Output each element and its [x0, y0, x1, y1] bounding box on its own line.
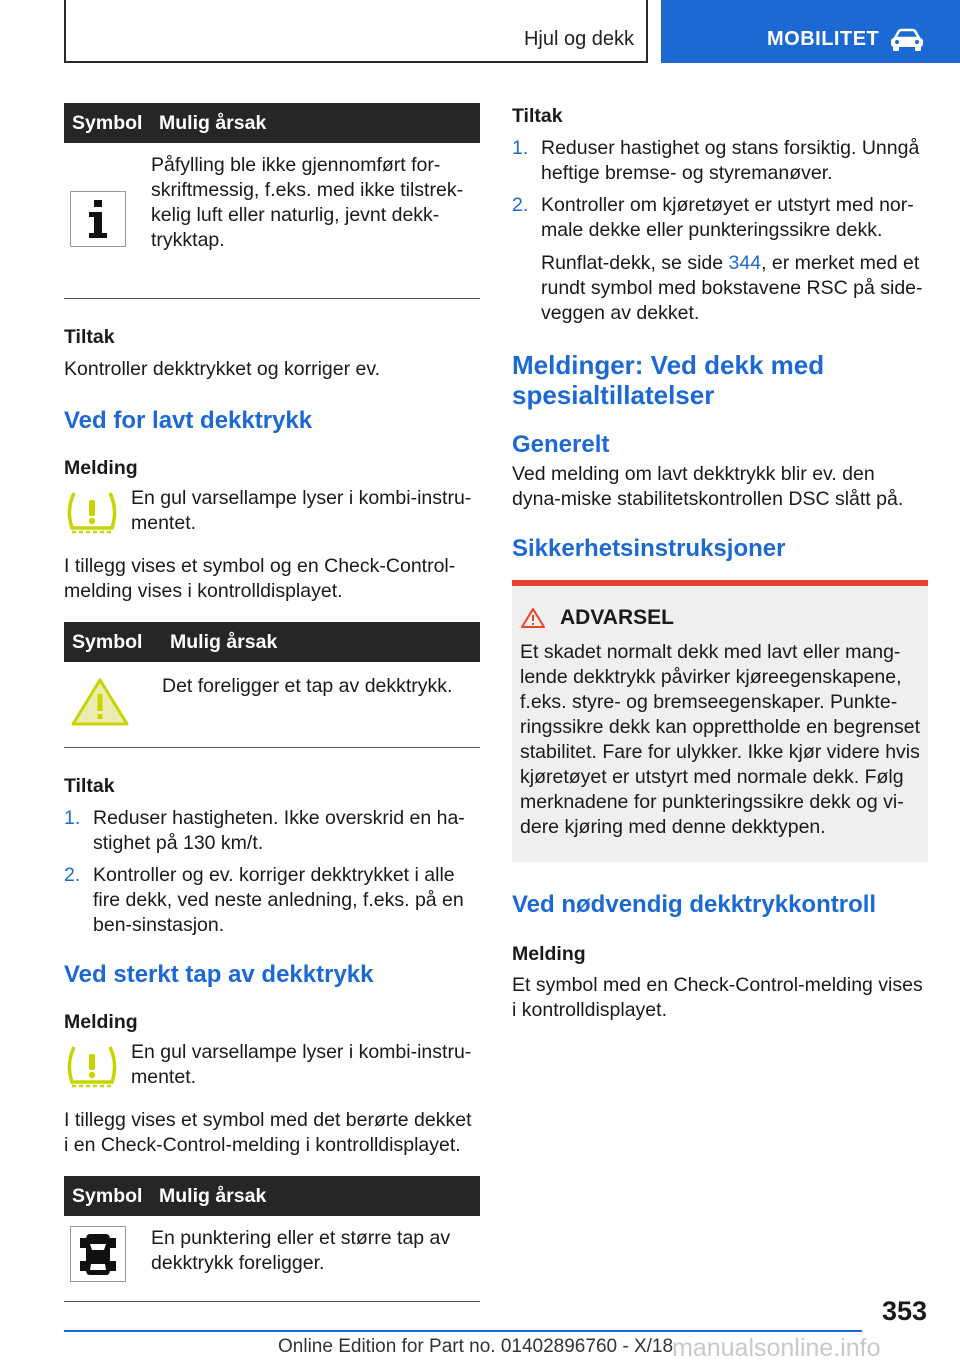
- steps-list: [64, 806, 480, 938]
- right-column: [512, 103, 928, 1023]
- subsection-general: Generelt: [512, 431, 610, 458]
- col-symbol: Symbol: [64, 103, 151, 143]
- tiltak-heading: Tiltak: [512, 105, 563, 127]
- melding-row: [64, 1040, 480, 1097]
- tire-pressure-warning-icon: [64, 1044, 120, 1092]
- col-cause: Mulig årsak: [162, 622, 480, 662]
- melding-text: En gul varsellampe lyser i kombi-instru-mentet.: [131, 487, 472, 534]
- col-symbol: Symbol: [64, 1176, 151, 1216]
- footer-rule: [64, 1330, 862, 1332]
- symbol-table-1: [64, 103, 480, 299]
- list-item: 2. Kontroller og ev. korriger dekktrykket i alle fire dekk, ved neste anledning, f.eks. på en ben-sinstasjon.: [64, 864, 464, 936]
- section-title-strong-loss: Ved sterkt tap av dekktrykk: [64, 961, 374, 988]
- check-text: Et symbol med en Check-Control-melding vises i kontrolldisplayet.: [512, 974, 923, 1021]
- warning-box: [512, 580, 928, 862]
- list-item: 2. Kontroller om kjøretøyet er utstyrt med nor-male dekke eller punkteringssikre dekk.: [512, 194, 914, 241]
- list-item: 1. Reduser hastighet og stans forsiktig. Unngå heftige bremse- og styremanøver.: [512, 137, 920, 184]
- melding-label: Melding: [512, 943, 586, 965]
- cause-text: Det foreligger et tap av dekktrykk.: [162, 662, 480, 748]
- car-icon: [889, 28, 925, 52]
- page-link[interactable]: 344: [728, 252, 762, 274]
- extra-text: I tillegg vises et symbol og en Check-Control-melding vises i kontrolldisplayet.: [64, 555, 456, 602]
- header-section-box: [64, 0, 648, 63]
- col-cause: Mulig årsak: [151, 1176, 480, 1216]
- general-text: Ved melding om lavt dekktrykk blir ev. den dyna-miske stabilitetskontrollen DSC slått på.: [512, 463, 904, 510]
- melding-row: [64, 486, 480, 543]
- symbol-table-2: [64, 622, 480, 748]
- warning-triangle-icon: [70, 676, 130, 728]
- tire-pressure-warning-icon: [64, 490, 120, 538]
- extra-text: I tillegg vises et symbol med det berørte dekket i en Check-Control-melding i kontrolldisplayet.: [64, 1109, 472, 1156]
- chapter-label: MOBILITET: [767, 28, 880, 50]
- col-symbol: Symbol: [64, 622, 162, 662]
- melding-label: Melding: [64, 1011, 138, 1033]
- symbol-table-3: [64, 1176, 480, 1302]
- cause-text: Påfylling ble ikke gjennomført for-skriftmessig, f.eks. med ikke tilstrek-kelig luft eller naturlig, jevnt dekk-trykktap.: [151, 143, 480, 299]
- list-item: 1. Reduser hastigheten. Ikke overskrid en ha-stighet på 130 km/t.: [64, 807, 465, 854]
- tiltak-heading: Tiltak: [64, 326, 115, 348]
- warning-text: Et skadet normalt dekk med lavt eller mang-lende dekktrykk påvirker kjøreegenskapene, f.eks. styre- og bremseegenskaper. Punkte-ringssikre dekk kan opprettholde en begrenset stabilitet. Fare for ulykker. Ikke kjør videre hvis kjøretøyet er utstyrt med normale dekk. Følg merknadene for punkteringssikre dekk og vi-dere kjøring med denne dekktypen.: [520, 641, 920, 838]
- melding-text: En gul varsellampe lyser i kombi-instru-mentet.: [131, 1041, 472, 1088]
- section-title: Hjul og dekk: [523, 28, 634, 50]
- section-title-special: Meldinger: Ved dekk med spesialtillatelser: [512, 350, 825, 410]
- section-title-low-pressure: Ved for lavt dekktrykk: [64, 407, 313, 434]
- warning-icon: [520, 607, 546, 629]
- section-title-safety: Sikkerhetsinstruksjoner: [512, 535, 786, 562]
- watermark: manualsonline.info: [672, 1334, 881, 1362]
- edition-text: Online Edition for Part no. 01402896760 - X/18: [278, 1336, 674, 1357]
- melding-label: Melding: [64, 457, 138, 479]
- section-title-check: Ved nødvendig dekktrykkontroll: [512, 891, 877, 918]
- chapter-tab[interactable]: [661, 0, 960, 63]
- car-tire-top-view-icon: [70, 1226, 126, 1282]
- steps-list: [512, 136, 928, 243]
- tiltak-heading: Tiltak: [64, 775, 115, 797]
- cause-text: En punktering eller et større tap av dekktrykk foreligger.: [151, 1216, 480, 1302]
- col-cause: Mulig årsak: [151, 103, 480, 143]
- info-icon: [70, 191, 126, 247]
- warning-label: ADVARSEL: [560, 606, 674, 629]
- runflat-note: Runflat-dekk, se side 344, er merket med et rundt symbol med bokstavene RSC på side-veggen av dekket.: [541, 252, 923, 324]
- tiltak-text: Kontroller dekktrykket og korriger ev.: [64, 358, 381, 380]
- page-number: 353: [881, 1296, 927, 1326]
- left-column: [64, 103, 480, 1302]
